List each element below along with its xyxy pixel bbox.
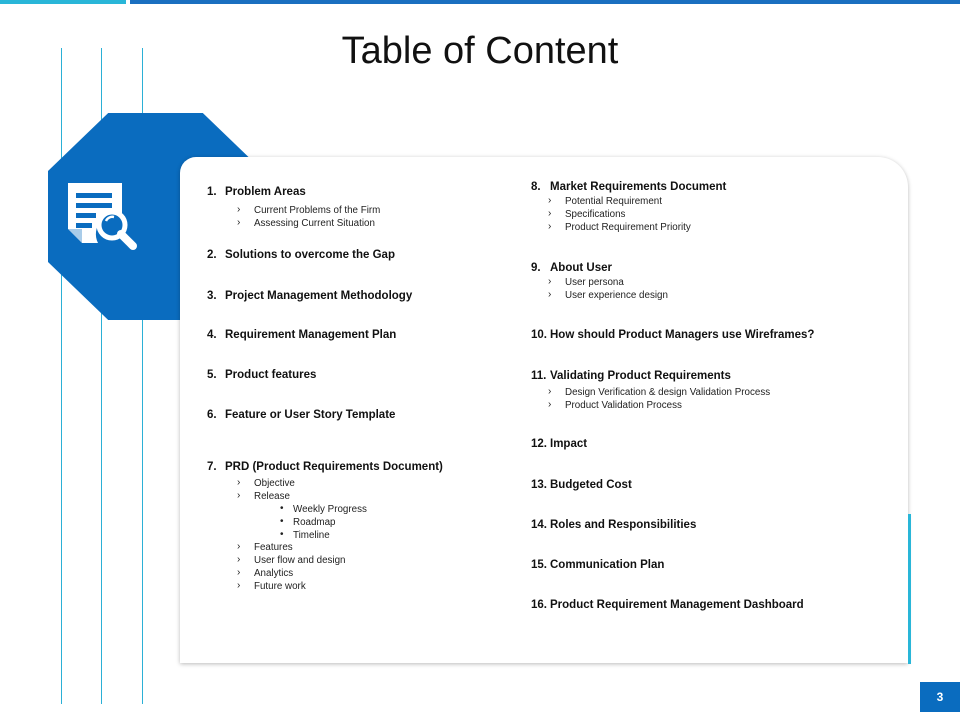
- page-number-badge: 3: [920, 682, 960, 712]
- toc-subitem[interactable]: › Product Validation Process: [548, 399, 682, 411]
- toc-subitem[interactable]: › Features: [237, 541, 293, 553]
- toc-subitem[interactable]: › Design Verification & design Validation Process: [548, 386, 771, 398]
- toc-subitem[interactable]: › Product Requirement Priority: [548, 221, 691, 233]
- top-accent-bar-cyan: [0, 0, 126, 4]
- card-accent-line: [908, 514, 911, 664]
- toc-subsubitem[interactable]: • Roadmap: [280, 516, 336, 528]
- toc-subitem[interactable]: › Current Problems of the Firm: [237, 204, 381, 216]
- toc-item[interactable]: 2. Solutions to overcome the Gap: [207, 249, 395, 261]
- toc-item[interactable]: 12. Impact: [531, 438, 588, 450]
- toc-subitem[interactable]: › Specifications: [548, 208, 626, 220]
- toc-item[interactable]: 8. Market Requirements Document: [531, 181, 727, 193]
- toc-subitem[interactable]: › Potential Requirement: [548, 195, 662, 207]
- toc-subitem[interactable]: › Analytics: [237, 567, 294, 579]
- toc-subsubitem[interactable]: • Timeline: [280, 529, 330, 541]
- toc-item[interactable]: 13. Budgeted Cost: [531, 479, 632, 491]
- toc-item[interactable]: 14. Roles and Responsibilities: [531, 519, 697, 531]
- toc-item[interactable]: 6. Feature or User Story Template: [207, 409, 396, 421]
- toc-item[interactable]: 7. PRD (Product Requirements Document): [207, 461, 443, 473]
- document-search-icon: [66, 181, 138, 253]
- toc-subitem[interactable]: › Objective: [237, 477, 295, 489]
- toc-item[interactable]: 4. Requirement Management Plan: [207, 329, 397, 341]
- toc-subitem[interactable]: › User flow and design: [237, 554, 346, 566]
- toc-item[interactable]: 9. About User: [531, 262, 612, 274]
- page-title: Table of Content: [341, 30, 619, 72]
- toc-subsubitem[interactable]: • Weekly Progress: [280, 503, 367, 515]
- toc-subitem[interactable]: › Release: [237, 490, 290, 502]
- toc-subitem[interactable]: › User persona: [548, 276, 624, 288]
- toc-subitem[interactable]: › Assessing Current Situation: [237, 217, 375, 229]
- toc-item[interactable]: 16. Product Requirement Management Dashboard: [531, 599, 804, 611]
- toc-item[interactable]: 15. Communication Plan: [531, 559, 665, 571]
- toc-subitem[interactable]: › Future work: [237, 580, 306, 592]
- toc-item[interactable]: 3. Project Management Methodology: [207, 290, 413, 302]
- top-accent-bar-blue: [130, 0, 960, 4]
- toc-item[interactable]: 11. Validating Product Requirements: [531, 370, 731, 382]
- toc-item[interactable]: 1. Problem Areas: [207, 186, 306, 198]
- toc-item[interactable]: 5. Product features: [207, 369, 317, 381]
- toc-item[interactable]: 10. How should Product Managers use Wireframes?: [531, 329, 815, 341]
- decorative-line: [61, 48, 62, 704]
- toc-subitem[interactable]: › User experience design: [548, 289, 668, 301]
